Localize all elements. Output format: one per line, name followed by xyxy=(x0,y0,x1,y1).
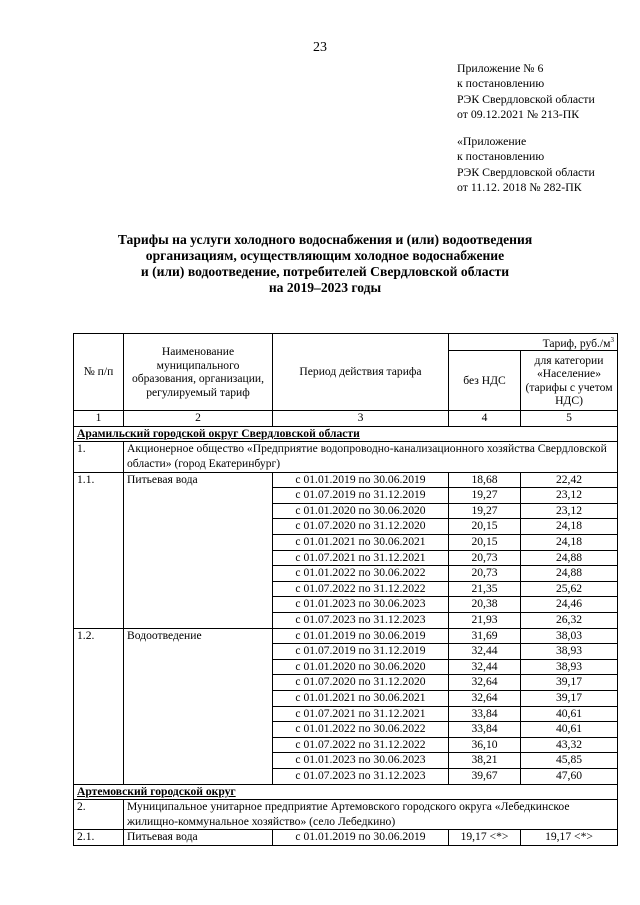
tariff-no-vat: 32,64 xyxy=(449,675,521,691)
appendix-header xyxy=(457,61,595,122)
tariff-period: с 01.01.2022 по 30.06.2022 xyxy=(273,722,449,738)
tariff-period: с 01.01.2020 по 30.06.2020 xyxy=(273,503,449,519)
organization-row xyxy=(74,800,618,830)
tariff-no-vat: 20,15 xyxy=(449,535,521,551)
header-population: для категории «Население» (тарифы с учетом НДС) xyxy=(521,351,618,411)
table-row xyxy=(74,628,618,644)
tariff-no-vat: 20,73 xyxy=(449,566,521,582)
tariff-population: 24,18 xyxy=(521,535,618,551)
row-number: 2. xyxy=(74,800,124,830)
tariff-population: 39,17 xyxy=(521,690,618,706)
section-title: Артемовский городской округ xyxy=(74,784,618,800)
title-line: организациям, осуществляющим холодное водоснабжение xyxy=(145,248,505,263)
table-row xyxy=(74,472,618,488)
tariff-period: с 01.01.2023 по 30.06.2023 xyxy=(273,753,449,769)
table-row xyxy=(74,830,618,846)
tariff-population: 38,93 xyxy=(521,644,618,660)
tariff-period: с 01.07.2019 по 31.12.2019 xyxy=(273,644,449,660)
section-row xyxy=(74,426,618,442)
tariff-period: с 01.07.2022 по 31.12.2022 xyxy=(273,737,449,753)
tariff-no-vat: 18,68 xyxy=(449,472,521,488)
organization-row xyxy=(74,442,618,472)
tariff-no-vat: 19,27 xyxy=(449,503,521,519)
appendix-line: РЭК Свердловской области xyxy=(457,164,595,179)
tariff-no-vat: 19,27 xyxy=(449,488,521,504)
header-tariff xyxy=(449,334,618,351)
row-number: 1.2. xyxy=(74,628,124,784)
tariff-population: 23,12 xyxy=(521,488,618,504)
col-number: 5 xyxy=(521,411,618,427)
section-row xyxy=(74,784,618,800)
tariff-population: 40,61 xyxy=(521,722,618,738)
tariff-period: с 01.07.2022 по 31.12.2022 xyxy=(273,581,449,597)
tariff-period: с 01.01.2021 по 30.06.2021 xyxy=(273,535,449,551)
tariff-period: с 01.07.2020 по 31.12.2020 xyxy=(273,519,449,535)
tariff-no-vat: 32,44 xyxy=(449,659,521,675)
header-tariff-sup: 3 xyxy=(610,336,614,344)
appendix-line: «Приложение xyxy=(457,134,527,148)
title-line: и (или) водоотведение, потребителей Свердловской области xyxy=(140,264,510,279)
tariff-population: 24,88 xyxy=(521,550,618,566)
tariff-period: с 01.07.2020 по 31.12.2020 xyxy=(273,675,449,691)
header-num: № п/п xyxy=(74,334,124,411)
tariff-population: 22,42 xyxy=(521,472,618,488)
tariff-population: 25,62 xyxy=(521,581,618,597)
service-name: Питьевая вода xyxy=(124,472,273,628)
section-title: Арамильский городской округ Свердловской области xyxy=(74,426,618,442)
tariff-no-vat: 33,84 xyxy=(449,722,521,738)
tariff-population: 38,03 xyxy=(521,628,618,644)
tariff-population: 23,12 xyxy=(521,503,618,519)
tariff-period: с 01.07.2023 по 31.12.2023 xyxy=(273,612,449,628)
col-number: 2 xyxy=(124,411,273,427)
header-name: Наименование муниципального образования, организации, регулируемый тариф xyxy=(124,334,273,411)
table-body xyxy=(74,426,618,845)
tariff-no-vat: 33,84 xyxy=(449,706,521,722)
document-title xyxy=(60,232,590,296)
tariff-population: 40,61 xyxy=(521,706,618,722)
appendix-line: к постановлению xyxy=(457,76,545,91)
tariff-no-vat: 39,67 xyxy=(449,768,521,784)
tariff-population: 24,46 xyxy=(521,597,618,613)
tariff-population: 38,93 xyxy=(521,659,618,675)
tariff-population: 26,32 xyxy=(521,612,618,628)
organization-name: Акционерное общество «Предприятие водопроводно-канализационного хозяйства Свердловской области» (город Екатеринбург) xyxy=(124,442,618,472)
tariff-population: 47,60 xyxy=(521,768,618,784)
tariff-no-vat: 20,73 xyxy=(449,550,521,566)
col-number: 4 xyxy=(449,411,521,427)
title-line: на 2019–2023 годы xyxy=(268,280,382,295)
tariff-population: 43,32 xyxy=(521,737,618,753)
row-number: 2.1. xyxy=(74,830,124,846)
tariff-no-vat: 31,69 xyxy=(449,628,521,644)
page-number: 23 xyxy=(313,40,327,55)
organization-name: Муниципальное унитарное предприятие Артемовского городского округа «Лебедкинское жилищно-коммунальное хозяйство» (село Лебедкино) xyxy=(124,800,618,830)
appendix-line: к постановлению xyxy=(457,149,545,164)
tariff-period: с 01.07.2021 по 31.12.2021 xyxy=(273,550,449,566)
tariff-population: 39,17 xyxy=(521,675,618,691)
tariff-no-vat: 20,38 xyxy=(449,597,521,613)
tariff-no-vat: 20,15 xyxy=(449,519,521,535)
row-number: 1.1. xyxy=(74,472,124,628)
tariff-population: 24,88 xyxy=(521,566,618,582)
tariff-no-vat: 19,17 <*> xyxy=(449,830,521,846)
tariff-population: 19,17 <*> xyxy=(521,830,618,846)
tariff-no-vat: 36,10 xyxy=(449,737,521,753)
tariff-period: с 01.07.2023 по 31.12.2023 xyxy=(273,768,449,784)
row-number: 1. xyxy=(74,442,124,472)
tariff-period: с 01.01.2019 по 30.06.2019 xyxy=(273,628,449,644)
tariff-table xyxy=(73,333,618,846)
tariff-no-vat: 21,35 xyxy=(449,581,521,597)
tariff-period: с 01.01.2019 по 30.06.2019 xyxy=(273,472,449,488)
title-line: Тарифы на услуги холодного водоснабжения и (или) водоотведения xyxy=(117,232,533,247)
col-number: 3 xyxy=(273,411,449,427)
appendix-line: от 09.12.2021 № 213-ПК xyxy=(457,106,580,121)
tariff-period: с 01.01.2023 по 30.06.2023 xyxy=(273,597,449,613)
header-tariff-label: Тариф, руб./м xyxy=(542,336,611,350)
appendix-line: Приложение № 6 xyxy=(457,61,544,75)
service-name: Водоотведение xyxy=(124,628,273,784)
tariff-period: с 01.07.2019 по 31.12.2019 xyxy=(273,488,449,504)
tariff-period: с 01.07.2021 по 31.12.2021 xyxy=(273,706,449,722)
tariff-period: с 01.01.2020 по 30.06.2020 xyxy=(273,659,449,675)
appendix-line: от 11.12. 2018 № 282-ПК xyxy=(457,179,582,194)
header-period: Период действия тарифа xyxy=(273,334,449,411)
tariff-no-vat: 38,21 xyxy=(449,753,521,769)
tariff-population: 45,85 xyxy=(521,753,618,769)
tariff-period: с 01.01.2019 по 30.06.2019 xyxy=(273,830,449,846)
tariff-period: с 01.01.2022 по 30.06.2022 xyxy=(273,566,449,582)
tariff-no-vat: 32,44 xyxy=(449,644,521,660)
appendix-line: РЭК Свердловской области xyxy=(457,91,595,106)
appendix-original xyxy=(457,134,595,195)
service-name: Питьевая вода xyxy=(124,830,273,846)
header-no-vat: без НДС xyxy=(449,351,521,411)
tariff-period: с 01.01.2021 по 30.06.2021 xyxy=(273,690,449,706)
col-number: 1 xyxy=(74,411,124,427)
tariff-no-vat: 21,93 xyxy=(449,612,521,628)
tariff-population: 24,18 xyxy=(521,519,618,535)
tariff-no-vat: 32,64 xyxy=(449,690,521,706)
